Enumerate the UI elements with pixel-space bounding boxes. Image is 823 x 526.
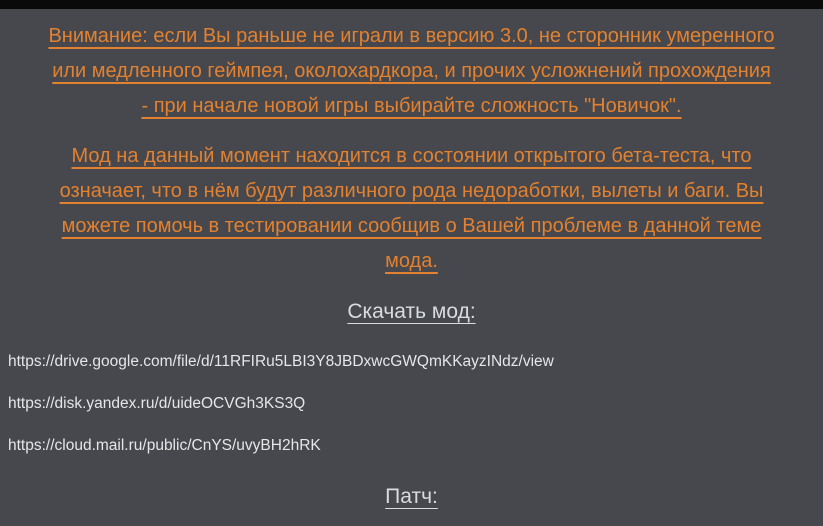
beta-notice-line-3: можете помочь в тестировании сообщив о Вашей проблеме в данной теме <box>61 215 762 237</box>
top-black-bar <box>0 0 823 9</box>
warning-paragraph <box>8 19 815 124</box>
beta-notice-line-2: означает, что в нём будут различного рода недоработки, вылеты и баги. Вы <box>59 180 764 202</box>
download-mod-heading <box>8 294 815 329</box>
beta-notice-line-4: мода. <box>385 250 438 272</box>
warning-line-3: - при начале новой игры выбирайте сложность "Новичок". <box>141 95 682 117</box>
beta-notice-line-1: Мод на данный момент находится в состоянии открытого бета-теста, что <box>71 145 752 167</box>
download-link-yandex-disk[interactable]: https://disk.yandex.ru/d/uideOCVGh3KS3Q <box>8 395 306 412</box>
download-link-google-drive[interactable]: https://drive.google.com/file/d/11RFIRu5LBI3Y8JBDxwcGWQmKKayzINdz/view <box>8 353 554 370</box>
patch-heading-text: Патч: <box>385 485 438 508</box>
patch-heading <box>8 479 815 514</box>
warning-line-1: Внимание: если Вы раньше не играли в версию 3.0, не сторонник умеренного <box>48 25 775 47</box>
download-mod-heading-text: Скачать мод: <box>347 300 476 323</box>
beta-test-paragraph <box>8 139 815 279</box>
mod-description-page <box>0 19 823 514</box>
download-link-mail-ru[interactable]: https://cloud.mail.ru/public/CnYS/uvyBH2hRK <box>8 437 321 454</box>
warning-line-2: или медленного геймпея, околохардкора, и прочих усложнений прохождения <box>52 60 771 82</box>
